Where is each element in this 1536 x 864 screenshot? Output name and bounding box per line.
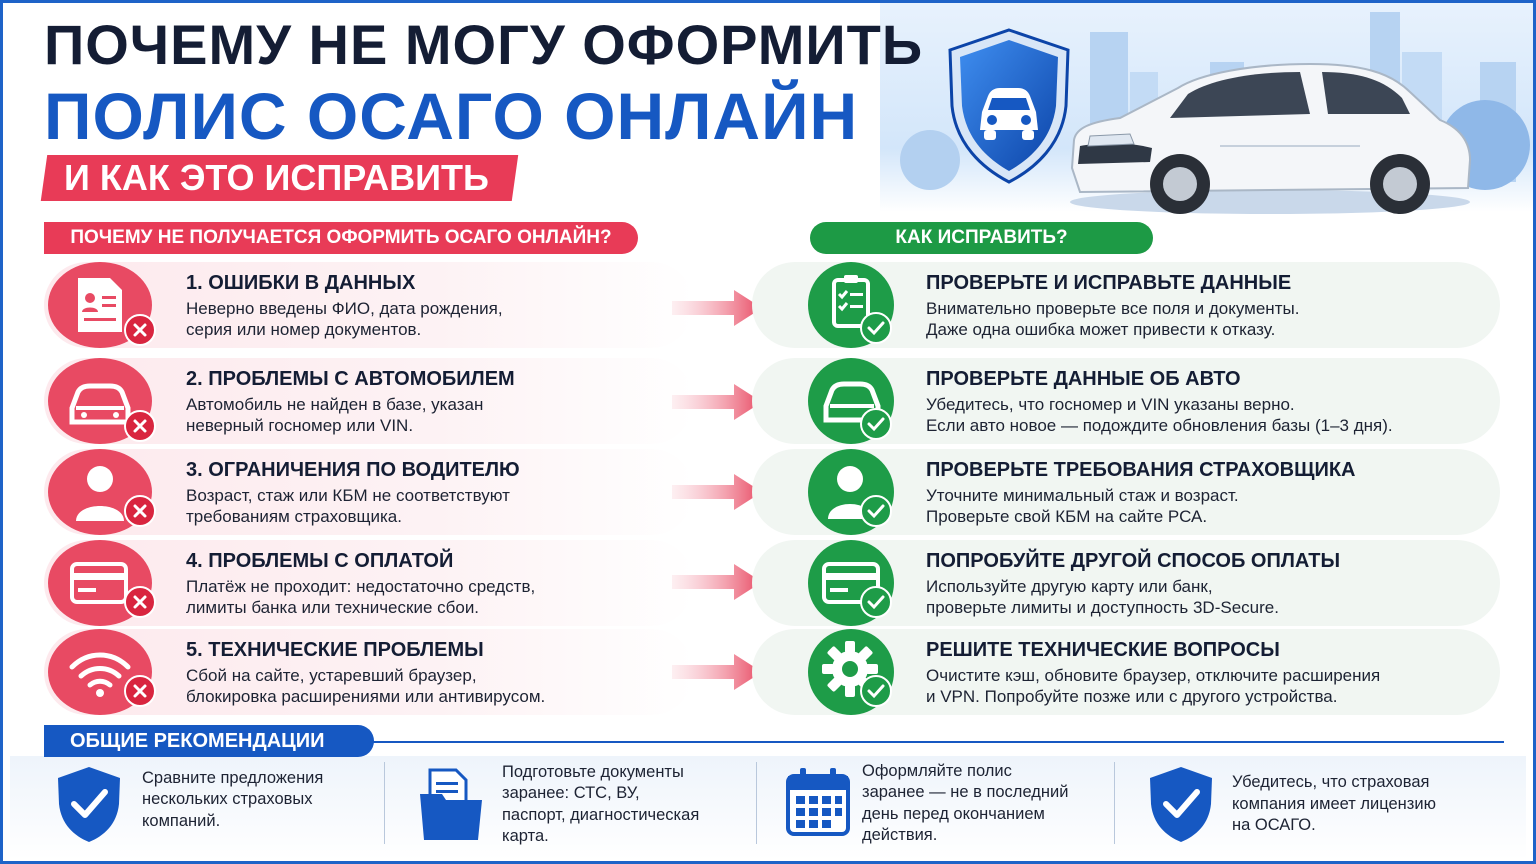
- document-icon: [48, 262, 152, 348]
- problem-text-line2: блокировка расширениями или антивирусом.: [186, 687, 546, 706]
- fixes-section-header: КАК ИСПРАВИТЬ?: [810, 222, 1153, 254]
- error-x-icon: [124, 586, 156, 618]
- recommendation-separator: [384, 762, 385, 844]
- problem-title: 4. ПРОБЛЕМЫ С ОПЛАТОЙ: [186, 550, 454, 572]
- problem-row-3: [44, 449, 694, 535]
- fix-title: РЕШИТЕ ТЕХНИЧЕСКИЕ ВОПРОСЫ: [926, 639, 1280, 661]
- recommendation-text: действия.: [862, 826, 938, 844]
- error-x-icon: [124, 410, 156, 442]
- problem-row-5: [44, 629, 694, 715]
- fix-row-5: [752, 629, 1500, 715]
- recommendation-text: компания имеет лицензию: [1232, 795, 1436, 813]
- calendar-icon: [784, 764, 854, 844]
- fix-row-4: [752, 540, 1500, 626]
- recommendation-text: день перед окончанием: [862, 805, 1045, 823]
- arrow-right-icon: [672, 652, 764, 692]
- problem-title: 1. ОШИБКИ В ДАННЫХ: [186, 272, 416, 294]
- problem-text-line2: лимиты банка или технические сбои.: [186, 598, 480, 617]
- check-icon: [860, 312, 892, 344]
- fix-row-1: [752, 262, 1500, 348]
- shield-check-icon: [1146, 764, 1216, 844]
- fix-title: ПРОВЕРЬТЕ ТРЕБОВАНИЯ СТРАХОВЩИКА: [926, 459, 1356, 481]
- fix-text-line2: Даже одна ошибка может привести к отказу.: [926, 320, 1276, 339]
- recommendation-text: на ОСАГО.: [1232, 816, 1316, 834]
- arrow-right-icon: [672, 562, 764, 602]
- recommendation-2: [416, 760, 746, 856]
- recommendation-text: карта.: [502, 827, 549, 845]
- problem-row-1: [44, 262, 694, 348]
- check-icon: [860, 495, 892, 527]
- car-icon: [48, 358, 152, 444]
- problem-text-line1: Платёж не проходит: недостаточно средств,: [186, 577, 536, 596]
- problem-row-4: [44, 540, 694, 626]
- fix-text-line2: Проверьте свой КБМ на сайте РСА.: [926, 507, 1208, 526]
- check-icon: [860, 586, 892, 618]
- fix-text-line1: Используйте другую карту или банк,: [926, 577, 1213, 596]
- recommendation-separator: [756, 762, 757, 844]
- problems-section-header: ПОЧЕМУ НЕ ПОЛУЧАЕТСЯ ОФОРМИТЬ ОСАГО ОНЛАЙН?: [44, 222, 638, 254]
- page-subtitle: И КАК ЭТО ИСПРАВИТЬ: [41, 155, 518, 201]
- fix-row-3: [752, 449, 1500, 535]
- problem-text-line1: Неверно введены ФИО, дата рождения,: [186, 299, 503, 318]
- shield-check-icon: [54, 764, 124, 844]
- fix-text-line2: и VPN. Попробуйте позже или с другого устройства.: [926, 687, 1338, 706]
- problem-text-line1: Сбой на сайте, устаревший браузер,: [186, 666, 477, 685]
- problem-text-line2: серия или номер документов.: [186, 320, 422, 339]
- shield-car-icon: [944, 26, 1074, 186]
- problem-title: 5. ТЕХНИЧЕСКИЕ ПРОБЛЕМЫ: [186, 639, 484, 661]
- fix-text-line1: Убедитесь, что госномер и VIN указаны верно.: [926, 395, 1295, 414]
- problem-title: 3. ОГРАНИЧЕНИЯ ПО ВОДИТЕЛЮ: [186, 459, 520, 481]
- problem-title: 2. ПРОБЛЕМЫ С АВТОМОБИЛЕМ: [186, 368, 515, 390]
- gear-icon: [808, 629, 894, 715]
- page-title-line2: ПОЛИС ОСАГО ОНЛАЙН: [44, 79, 859, 153]
- recommendation-text: нескольких страховых: [142, 790, 313, 808]
- arrow-right-icon: [672, 472, 764, 512]
- problem-text-line2: требованиям страховщика.: [186, 507, 402, 526]
- problem-text-line2: неверный госномер или VIN.: [186, 416, 414, 435]
- fix-title: ПРОВЕРЬТЕ ДАННЫЕ ОБ АВТО: [926, 368, 1241, 390]
- recommendation-text: компаний.: [142, 812, 221, 830]
- fix-text-line1: Уточните минимальный стаж и возраст.: [926, 486, 1239, 505]
- recommendation-4: [1146, 760, 1496, 856]
- problem-row-2: [44, 358, 694, 444]
- check-icon: [860, 408, 892, 440]
- arrow-right-icon: [672, 288, 764, 328]
- error-x-icon: [124, 314, 156, 346]
- fix-title: ПОПРОБУЙТЕ ДРУГОЙ СПОСОБ ОПЛАТЫ: [926, 550, 1341, 572]
- folder-icon: [416, 764, 486, 844]
- recommendation-text: Подготовьте документы: [502, 763, 684, 781]
- checklist-icon: [808, 262, 894, 348]
- problem-text-line1: Возраст, стаж или КБМ не соответствуют: [186, 486, 510, 505]
- wifi-icon: [48, 629, 152, 715]
- car-icon: [808, 358, 894, 444]
- recommendation-3: [784, 760, 1104, 856]
- credit-card-icon: [808, 540, 894, 626]
- arrow-right-icon: [672, 382, 764, 422]
- recommendation-text: заранее — не в последний: [862, 783, 1069, 801]
- page-title-line1: ПОЧЕМУ НЕ МОГУ ОФОРМИТЬ: [44, 13, 924, 76]
- problem-text-line1: Автомобиль не найден в базе, указан: [186, 395, 484, 414]
- fix-text-line2: Если авто новое — подождите обновления базы (1–3 дня).: [926, 416, 1393, 435]
- user-icon: [808, 449, 894, 535]
- fix-title: ПРОВЕРЬТЕ И ИСПРАВЬТЕ ДАННЫЕ: [926, 272, 1292, 294]
- fix-text-line2: проверьте лимиты и доступность 3D-Secure.: [926, 598, 1279, 617]
- recommendation-text: Сравните предложения: [142, 769, 324, 787]
- recommendations-header: ОБЩИЕ РЕКОМЕНДАЦИИ: [44, 725, 374, 757]
- recommendation-text: паспорт, диагностическая: [502, 806, 700, 824]
- fix-row-2: [752, 358, 1500, 444]
- credit-card-icon: [48, 540, 152, 626]
- recommendation-1: [54, 760, 374, 856]
- recommendation-text: Оформляйте полис: [862, 762, 1012, 780]
- user-icon: [48, 449, 152, 535]
- error-x-icon: [124, 495, 156, 527]
- check-icon: [860, 675, 892, 707]
- fix-text-line1: Очистите кэш, обновите браузер, отключите расширения: [926, 666, 1381, 685]
- car-illustration: [1060, 50, 1480, 220]
- recommendation-text: Убедитесь, что страховая: [1232, 773, 1430, 791]
- fix-text-line1: Внимательно проверьте все поля и документы.: [926, 299, 1300, 318]
- error-x-icon: [124, 675, 156, 707]
- recommendation-separator: [1114, 762, 1115, 844]
- recommendation-text: заранее: СТС, ВУ,: [502, 784, 640, 802]
